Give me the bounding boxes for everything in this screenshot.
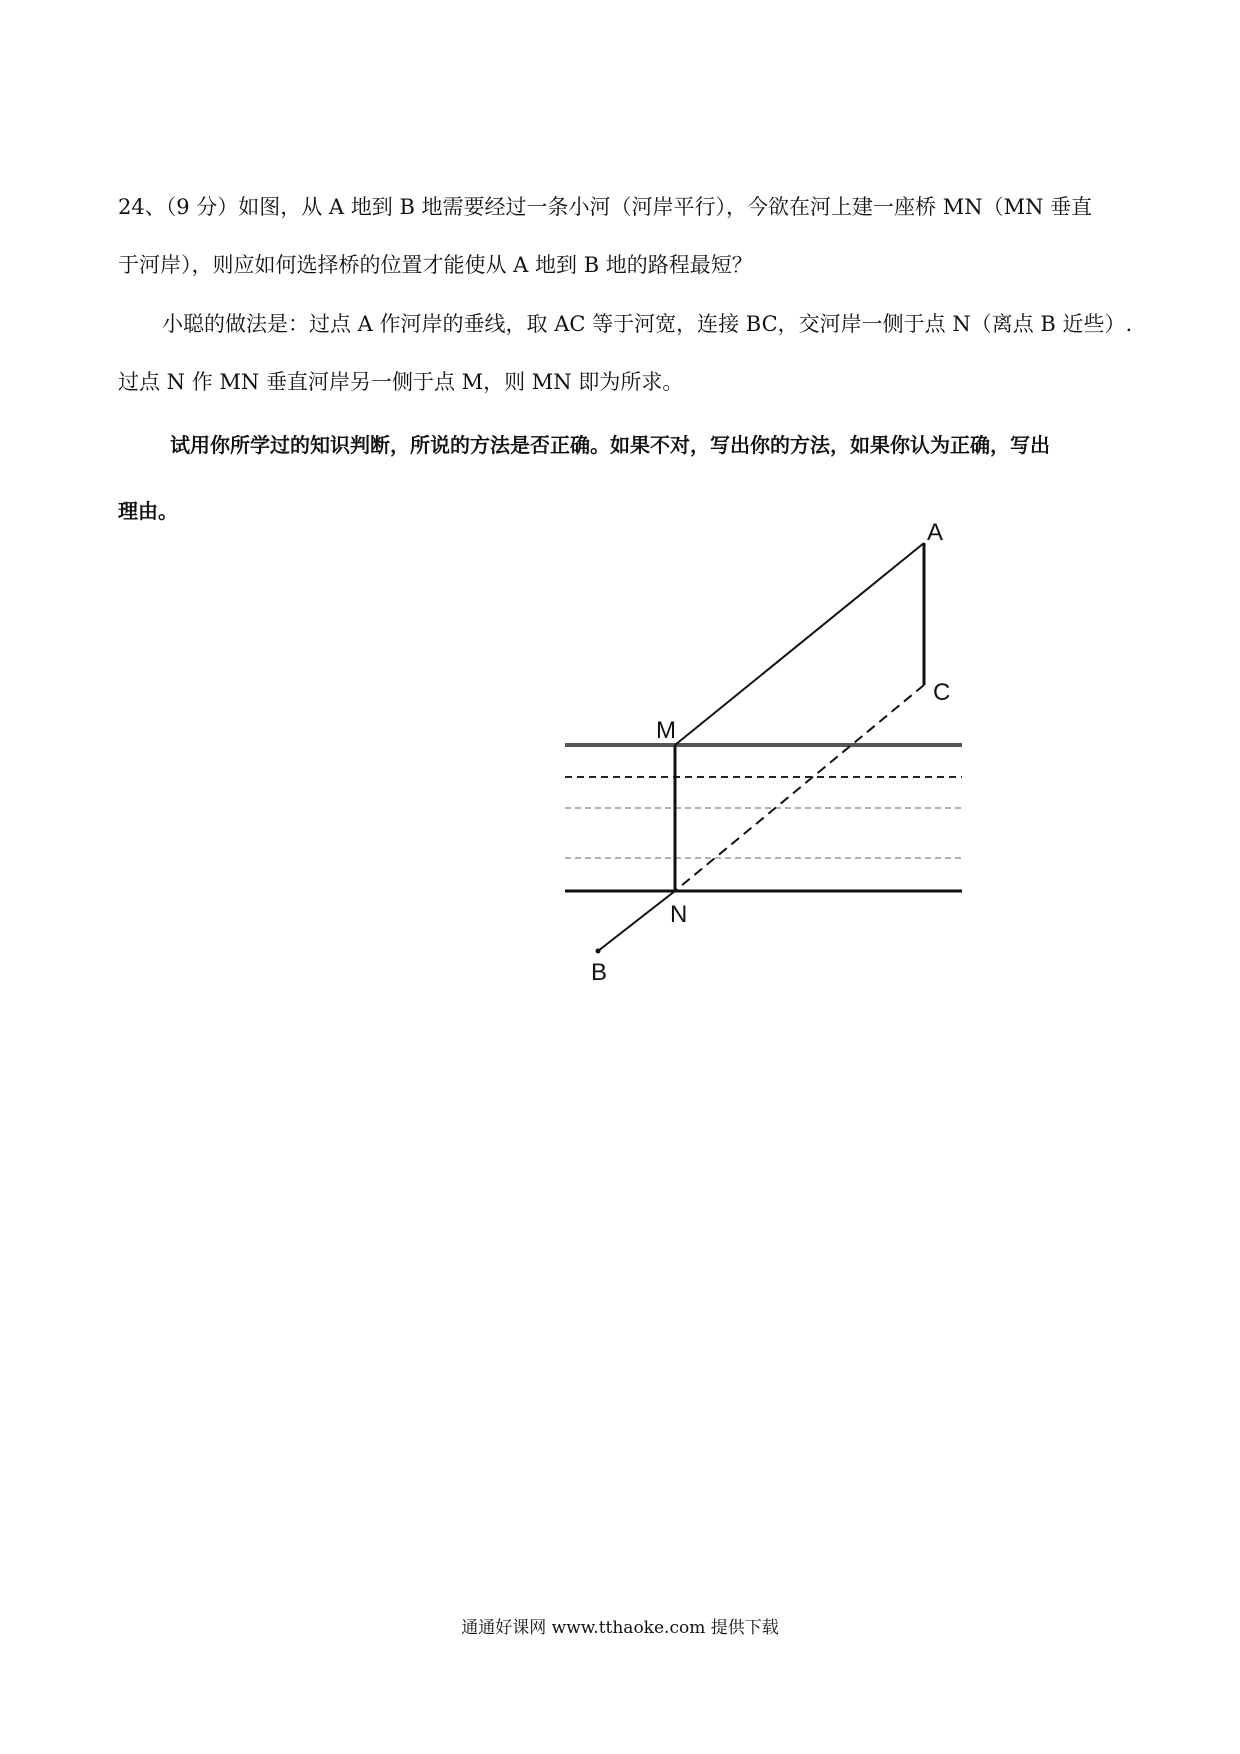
label-m: M [656,717,676,744]
problem-line-3: 小聪的做法是：过点 A 作河岸的垂线，取 AC 等于河宽，连接 BC，交河岸一侧于点 N（离点 B 近些）. [162,312,1133,336]
problem-line-5: 试用你所学过的知识判断，所说的方法是否正确。如果不对，写出你的方法，如果你认为正确，写出 [170,433,1050,457]
point-b-dot [596,949,601,954]
label-c: C [933,679,951,706]
label-a: A [927,519,944,546]
segment-am [675,543,924,745]
label-n: N [670,901,688,928]
problem-line-6: 理由。 [118,499,178,523]
problem-line-4: 过点 N 作 MN 垂直河岸另一侧于点 M，则 MN 即为所求。 [118,370,684,394]
segment-nb [598,891,675,951]
label-b: B [591,959,608,986]
problem-line-1: 24、（9 分）如图，从 A 地到 B 地需要经过一条小河（河岸平行），今欲在河上建一座桥 MN（MN 垂直 [118,195,1093,219]
page-footer: 通通好课网 www.tthaoke.com 提供下载 [461,1618,779,1638]
problem-line-2: 于河岸），则应如何选择桥的位置才能使从 A 地到 B 地的路程最短？ [118,253,753,277]
